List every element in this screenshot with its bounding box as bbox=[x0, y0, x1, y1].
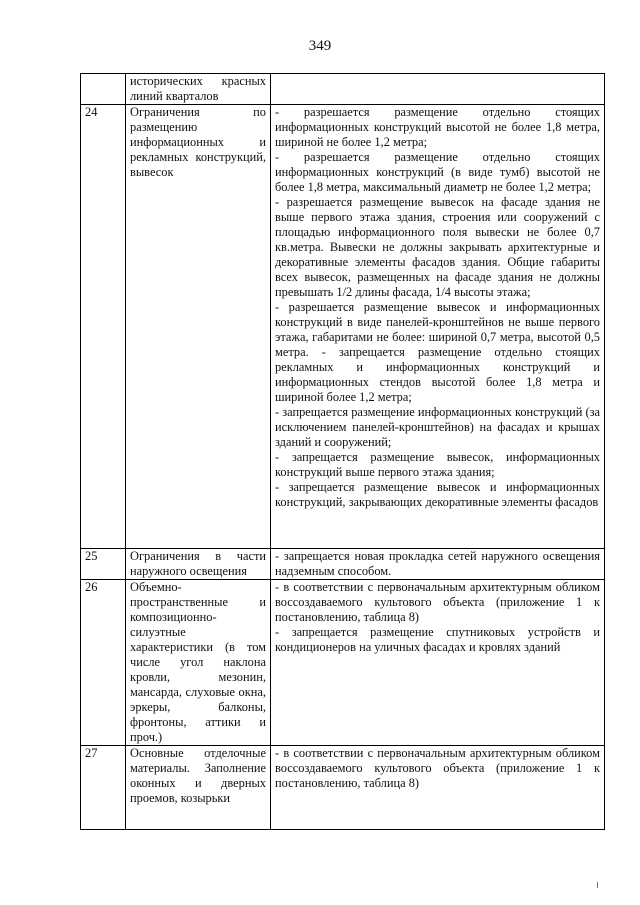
row-title: исторических красных линий кварталов bbox=[126, 74, 271, 105]
list-item: - в соответствии с первоначальным архитектурным обликом воссоздаваемого культового объекта (приложение 1 к постановлению, таблица 8) bbox=[275, 580, 600, 624]
table-row bbox=[81, 746, 605, 830]
list-item: - запрещается размещение вывесок и информационных конструкций, закрывающих декоративные элементы фасадов bbox=[275, 480, 600, 509]
row-title: Ограничения в части наружного освещения bbox=[126, 549, 271, 580]
list-item: - запрещается размещение спутниковых устройств и кондиционеров на уличных фасадах и кровлях зданий bbox=[275, 625, 600, 654]
regulations-table bbox=[80, 73, 605, 830]
list-item: - разрешается размещение отдельно стоящих информационных конструкций высотой не более 1,8 метра, шириной не более 1,2 метра; bbox=[275, 105, 600, 149]
row-content bbox=[271, 549, 605, 580]
list-item: - запрещается размещение информационных конструкций (за исключением панелей-кронштейнов) на фасадах и крышах зданий и сооружений; bbox=[275, 405, 600, 449]
row-number: 25 bbox=[81, 549, 126, 580]
scan-mark bbox=[597, 882, 598, 888]
table-row bbox=[81, 549, 605, 580]
table-row bbox=[81, 74, 605, 105]
row-number: 24 bbox=[81, 105, 126, 549]
row-number: 27 bbox=[81, 746, 126, 830]
list-item: - запрещается размещение вывесок, информационных конструкций выше первого этажа здания; bbox=[275, 450, 600, 479]
list-item: - запрещается новая прокладка сетей наружного освещения надземным способом. bbox=[275, 549, 600, 578]
list-item: - разрешается размещение вывесок и информационных конструкций в виде панелей-кронштейнов не выше первого этажа, габаритами не более: шириной 0,7 метра, высотой 0,5 метра. - запрещается размещение отдельно стоящих рекламных и информационных конструкций и информационных стендов высотой более 1,8 метра и шириной более 1,2 метра; bbox=[275, 300, 600, 404]
page-number: 349 bbox=[308, 38, 332, 54]
row-content bbox=[271, 74, 605, 105]
table-row bbox=[81, 105, 605, 549]
row-title: Основные отделочные материалы. Заполнение оконных и дверных проемов, козырьки bbox=[126, 746, 271, 830]
table-row bbox=[81, 580, 605, 746]
row-content bbox=[271, 746, 605, 830]
row-content bbox=[271, 580, 605, 746]
list-item: - в соответствии с первоначальным архитектурным обликом воссоздаваемого культового объекта (приложение 1 к постановлению, таблица 8) bbox=[275, 746, 600, 790]
row-number: 26 bbox=[81, 580, 126, 746]
row-title: Ограничения по размещению информационных и рекламных конструкций, вывесок bbox=[126, 105, 271, 549]
list-item: - разрешается размещение вывесок на фасаде здания не выше первого этажа здания, строения или сооружений с площадью информационного поля вывески не более 0,7 кв.метра. Вывески не должны закрывать архитектурные и декоративные элементы фасадов здания. Общие габариты всех вывесок, размещенных на фасаде здания не должны превышать 1/2 длины фасада, 1/4 высоты этажа; bbox=[275, 195, 600, 299]
row-title: Объемно-пространственные и композиционно-силуэтные характеристики (в том числе угол наклона кровли, мезонин, мансарда, слуховые окна, эркеры, балконы, фронтоны, аттики и проч.) bbox=[126, 580, 271, 746]
list-item: - разрешается размещение отдельно стоящих информационных конструкций (в виде тумб) высотой не более 1,8 метра, максимальный диаметр не более 1,2 метра; bbox=[275, 150, 600, 194]
row-number bbox=[81, 74, 126, 105]
row-content bbox=[271, 105, 605, 549]
